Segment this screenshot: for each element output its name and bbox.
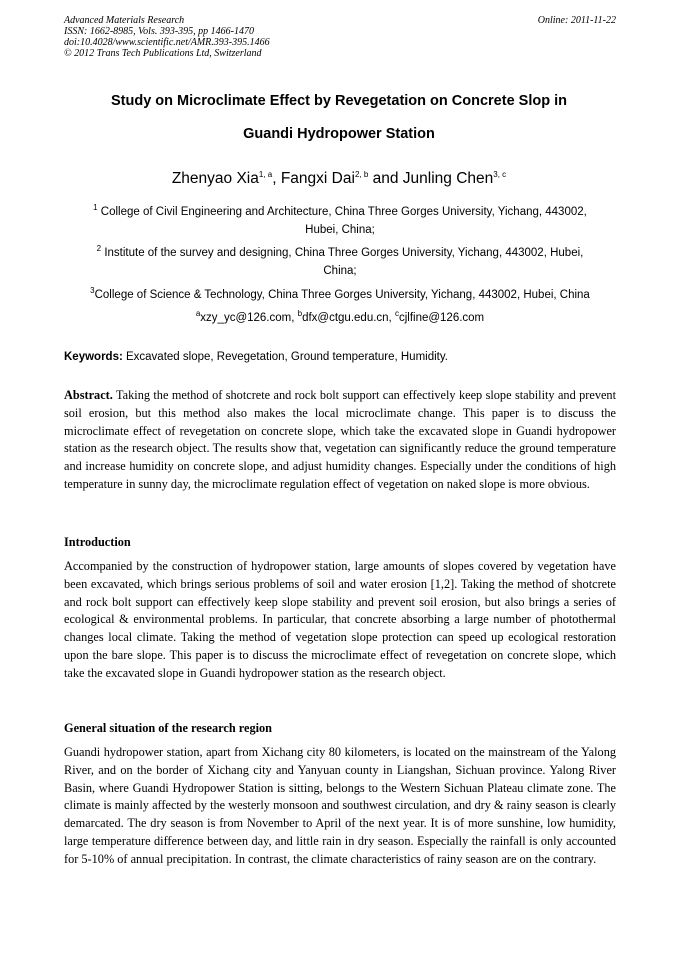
email-c-sup: c [394,309,399,319]
paper-title-line-2: Guandi Hydropower Station [243,126,435,142]
affiliation-2-cont: China; [323,265,357,277]
affiliation-1-num: 1 [93,203,98,213]
issn-line: ISSN: 1662-8985, Vols. 393-395, pp 1466-1470 [64,26,254,37]
author-3-sup: 3, c [493,169,507,179]
copyright-line: © 2012 Trans Tech Publications Ltd, Switzerland [64,48,262,59]
introduction-paragraph: Accompanied by the construction of hydropower station, large amounts of slopes covered by vegetation have been excavated, which brings serious problems of soil and water erosion [1,2]. Taking the method of shotcrete and rock bolt support can effectively keep slope stability and prevent soil erosion, but also brings a series of ecological & environmental problems. In particular, that concrete absorbing a large number of photothermal changes local climate. Taking the method of vegetation slope protection can speed up ecological restoration upon the bare slope. This paper is to discuss the microclimate effect of revegetation on concrete slope, which take the excavated slope in Guandi hydropower station as the research object. [64,559,616,680]
author-and: and [368,170,403,187]
abstract-paragraph [64,387,616,494]
keywords-text: Excavated slope, Revegetation, Ground temperature, Humidity. [122,351,448,363]
author-2-sup: 2, b [354,169,369,179]
journal-header [64,15,616,59]
author-1-name: Zhenyao Xia [171,170,259,187]
email-a: xzy_yc@126.com, [200,312,298,324]
author-emails [64,309,616,324]
affiliation-1-cont: Hubei, China; [305,224,375,236]
paper-title-line-1: Study on Microclimate Effect by Revegetation on Concrete Slop in [110,93,567,109]
affiliation-2 [64,244,616,280]
author-line [50,170,628,188]
affiliation-2-num: 2 [96,244,102,254]
affiliation-1 [64,203,616,239]
email-b-sup: b [297,309,303,319]
keywords-label: Keywords: [64,351,123,363]
abstract-text: Taking the method of shotcrete and rock bolt support can effectively keep slope stability and prevent soil erosion, but this method also makes the local microclimate change. This paper is to discuss the microclimate effect of revegetation on concrete slope, which take the excavated slope in Guandi hydropower station as the research object. The results show that, vegetation can significantly reduce the ground temperature and increase humidity on concrete slope, and adjust humidity changes. Especially under the conditions of high temperature in sunny day, the microclimate regulation effect of vegetation on naked slope is more obvious. [64,388,616,491]
author-3-name: Junling Chen [402,170,494,187]
introduction-heading: Introduction [64,535,131,549]
doi-line: doi:10.4028/www.scientific.net/AMR.393-395.1466 [64,37,270,48]
online-date: Online: 2011-11-22 [537,15,616,26]
general-situation-paragraph: Guandi hydropower station, apart from Xichang city 80 kilometers, is located on the mainstream of the Yalong River, and on the border of Xichang city and Yanyuan county in Liangshan, Sichuan province. Yalong River Basin, where Guandi Hydropower Station is sitting, belongs to the Western Sichuan Plateau climate zone. The climate is mainly affected by the westerly monsoon and southwest circulation, and dry & rainy season is clearly demarcated. The dry season is from November to April of the next year. It is of more sunshine, low humidity, large temperature difference between day, and little rain in dry season. Especially the rainfall is only accounted for 5-10% of annual precipitation. In contrast, the climate characteristics of rainy season are on the contrary. [64,745,616,866]
author-separator: , [272,170,281,187]
journal-name: Advanced Materials Research [64,15,185,26]
general-situation-heading: General situation of the research region [64,721,272,735]
author-2-name: Fangxi Dai [280,170,355,187]
email-c: cjlfine@126.com [398,312,485,324]
affiliation-2-text: Institute of the survey and designing, China Three Gorges University, Yichang, 443002, Hubei, [104,247,584,259]
email-b: dfx@ctgu.edu.cn, [302,312,395,324]
affiliation-3 [64,286,616,304]
abstract-label: Abstract. [64,388,113,402]
affiliation-3-text: College of Science & Technology, China Three Gorges University, Yichang, 443002, Hubei, China [94,289,590,301]
author-1-sup: 1, a [258,169,273,179]
affiliation-3-num: 3 [90,286,95,296]
affiliation-1-text: College of Civil Engineering and Architecture, China Three Gorges University, Yichang, 443002, [100,206,587,218]
keywords [64,351,616,363]
email-a-sup: a [195,309,201,319]
